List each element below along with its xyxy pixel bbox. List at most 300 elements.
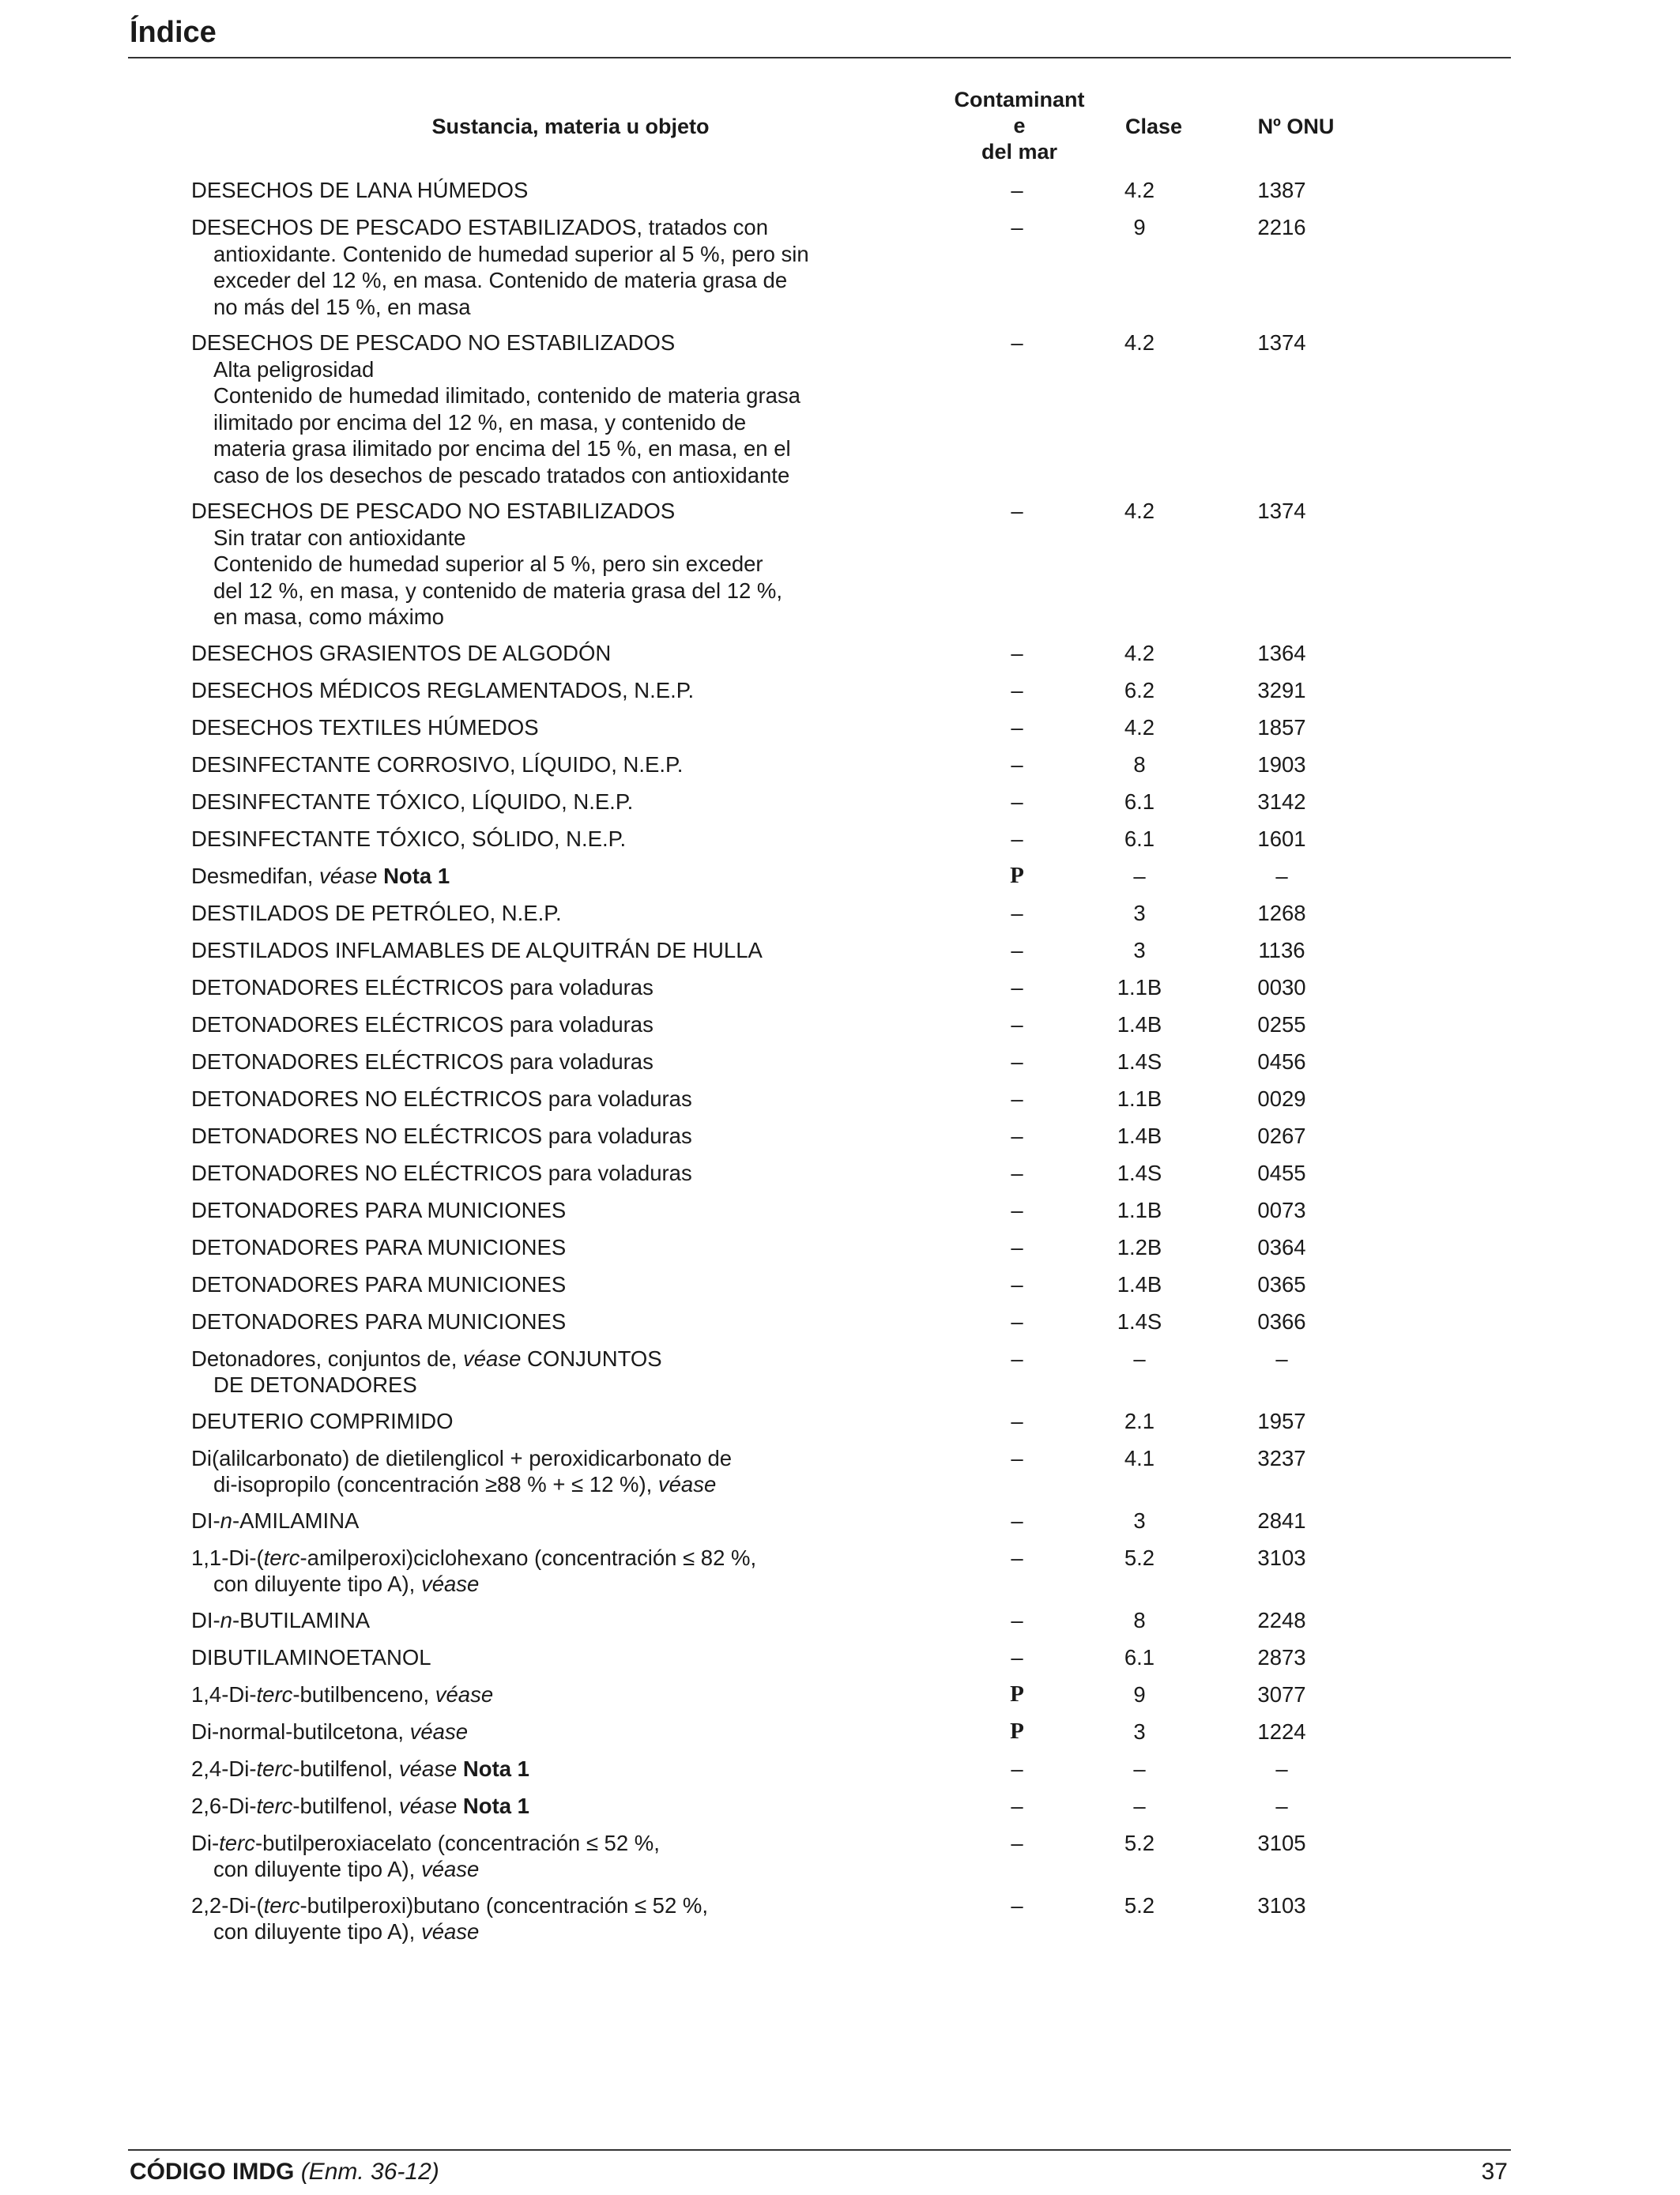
substance-name-continuation [191,409,871,436]
un-number-cell: 0456 [1257,1049,1306,1074]
text-segment: DESECHOS TEXTILES HÚMEDOS [191,714,539,740]
text-segment: DESECHOS DE PESCADO NO ESTABILIZADOS [191,499,676,523]
table-row [191,1086,1377,1123]
text-segment: DETONADORES PARA MUNICIONES [191,1197,567,1222]
un-number-cell: 2841 [1257,1508,1306,1533]
text-segment: DETONADORES ELÉCTRICOS para voladuras [191,974,654,1000]
substance-name-line [191,1160,871,1187]
un-number-cell: 1224 [1257,1719,1306,1744]
marine-pollutant-cell: – [1011,826,1023,851]
text-segment: DESTILADOS INFLAMABLES DE ALQUITRÁN DE HULLA [191,937,763,962]
text-segment: 2,2-Di-( [191,1892,264,1918]
substance-name [191,177,871,204]
marine-pollutant-cell: – [1011,974,1023,1000]
page-title: Índice [130,16,217,49]
substance-name [191,1086,871,1113]
substance-name-line [191,1346,871,1372]
table-row [191,1123,1377,1160]
substance-name [191,900,871,927]
substance-name [191,498,871,631]
substance-name [191,1234,871,1261]
text-segment: véase [435,1681,494,1707]
class-cell: 1.4S [1117,1160,1162,1185]
class-cell: 6.1 [1124,789,1155,814]
text-segment: -amilperoxi)ciclohexano (concentración ≤ 82 %, [299,1545,757,1570]
table-row [191,1271,1377,1308]
text-segment: véase [398,1756,458,1781]
table-row [191,1793,1377,1830]
text-segment: 2,4-Di- [191,1756,257,1781]
substance-name-line [191,937,871,964]
table-row [191,1197,1377,1234]
text-segment: 2,6-Di- [191,1793,257,1818]
class-cell: 1.4S [1117,1049,1162,1074]
substance-name-continuation [191,551,871,578]
footer-code [130,2159,439,2186]
substance-name-line [191,1408,871,1435]
column-header-marine-pollutant: Contaminant e del mar [954,88,1085,164]
table-row [191,177,1377,214]
marine-pollutant-cell: – [1011,1346,1023,1371]
substance-name [191,1607,871,1634]
substance-name-line [191,1545,871,1572]
text-segment: Alta peligrosidad [213,356,375,382]
table-row [191,640,1377,677]
text-segment: DIBUTILAMINOETANOL [191,1644,431,1670]
text-segment: Nota 1 [462,1793,529,1818]
marine-pollutant-cell: – [1011,499,1023,523]
text-segment: DETONADORES NO ELÉCTRICOS para voladuras [191,1160,692,1185]
class-cell: 4.1 [1124,1445,1155,1470]
table-row [191,714,1377,751]
substance-name [191,1408,871,1435]
text-segment: DESECHOS DE PESCADO ESTABILIZADOS, tratados con [191,215,768,239]
table-row [191,1445,1377,1508]
text-segment: DEUTERIO COMPRIMIDO [191,1408,454,1433]
class-cell: 9 [1133,1681,1146,1707]
text-segment: véase [409,1719,469,1744]
substance-name-line [191,1644,871,1671]
text-segment: materia grasa ilimitado por encima del 15 %, en masa, en el [213,436,791,461]
text-segment: -butilfenol, [292,1793,399,1818]
marine-pollutant-cell: – [1011,1607,1023,1632]
class-cell: 2.1 [1124,1408,1155,1433]
substance-name-continuation [191,241,871,268]
substance-name-continuation [191,462,871,489]
text-segment: terc [256,1681,293,1707]
table-row [191,863,1377,900]
class-cell: 1.4S [1117,1308,1162,1334]
substance-name [191,937,871,964]
substance-name-line [191,974,871,1001]
marine-pollutant-cell: – [1011,1234,1023,1259]
un-number-cell: – [1275,1756,1288,1781]
page-number: 37 [1481,2159,1508,2185]
marine-pollutant-cell: – [1011,789,1023,814]
text-segment: Nota 1 [383,863,450,888]
un-number-cell: 1374 [1257,330,1306,355]
substance-name-line [191,1830,871,1857]
marine-pollutant-cell: – [1011,1123,1023,1148]
class-cell: – [1133,863,1146,888]
class-cell: 1.4B [1117,1011,1162,1037]
substance-name-continuation [191,267,871,294]
table-row [191,1892,1377,1955]
substance-name-continuation [191,604,871,631]
substance-name [191,1271,871,1298]
text-segment: DETONADORES PARA MUNICIONES [191,1308,567,1334]
text-segment: -butilfenol, [292,1756,399,1781]
un-number-cell: 3105 [1257,1830,1306,1855]
text-segment [457,1794,463,1818]
substance-name-line [191,1086,871,1113]
marine-pollutant-cell: – [1011,1308,1023,1334]
class-cell: 5.2 [1124,1830,1155,1855]
table-row [191,1830,1377,1892]
substance-name [191,789,871,815]
table-row [191,1160,1377,1197]
substance-name-continuation [191,525,871,552]
un-number-cell: 1857 [1257,714,1306,740]
marine-pollutant-cell: – [1011,1408,1023,1433]
text-segment: -butilbenceno, [292,1681,435,1707]
un-number-cell: 0365 [1257,1271,1306,1297]
marine-pollutant-cell: – [1011,1644,1023,1670]
un-number-cell: 1387 [1257,178,1306,202]
substance-name [191,1445,871,1498]
marine-pollutant-cell: P [1010,1718,1024,1744]
substance-name-line [191,177,871,204]
substance-name-line [191,1681,871,1708]
text-segment: terc [219,1830,255,1855]
class-cell: 1.1B [1117,1086,1162,1111]
marine-pollutant-cell: – [1011,640,1023,665]
class-cell: 1.2B [1117,1234,1162,1259]
table-row [191,1681,1377,1719]
un-number-cell: 0030 [1257,974,1306,1000]
table-row [191,974,1377,1011]
marine-pollutant-cell: P [1010,862,1024,888]
un-number-cell: 1957 [1257,1408,1306,1433]
text-segment: véase [462,1346,522,1371]
marine-pollutant-cell: – [1011,1830,1023,1855]
un-number-cell: 1374 [1257,499,1306,523]
page-header [128,14,1511,58]
un-number-cell: 3142 [1257,789,1306,814]
substance-name-line [191,1197,871,1224]
un-number-cell: 3077 [1257,1681,1306,1707]
substance-name-continuation [191,1918,871,1945]
text-segment: Detonadores, conjuntos de, [191,1346,463,1371]
marine-pollutant-cell: – [1011,1049,1023,1074]
text-segment: DESINFECTANTE CORROSIVO, LÍQUIDO, N.E.P. [191,751,684,777]
class-cell: 3 [1133,900,1146,925]
text-segment: DETONADORES PARA MUNICIONES [191,1234,567,1259]
table-row [191,1011,1377,1049]
un-number-cell: 3237 [1257,1445,1306,1470]
substance-name-line [191,1793,871,1820]
table-row [191,751,1377,789]
text-segment: DESECHOS MÉDICOS REGLAMENTADOS, N.E.P. [191,677,695,702]
text-segment: DESINFECTANTE TÓXICO, LÍQUIDO, N.E.P. [191,789,634,814]
marine-pollutant-cell: – [1011,677,1023,702]
footer-amendment: (Enm. 36-12) [300,2159,439,2185]
un-number-cell: 1268 [1257,900,1306,925]
table-row [191,1346,1377,1408]
un-number-cell: 1364 [1257,640,1306,665]
table-row [191,1607,1377,1644]
substance-name-continuation [191,1856,871,1883]
substance-name-line [191,677,871,704]
class-cell: – [1133,1793,1146,1818]
table-row [191,789,1377,826]
table-row [191,1308,1377,1346]
text-segment: CONJUNTOS [521,1346,662,1371]
text-segment: DESECHOS DE LANA HÚMEDOS [191,178,529,202]
text-segment: antioxidante. Contenido de humedad superior al 5 %, pero sin [213,241,809,266]
marine-pollutant-cell: – [1011,330,1023,355]
substance-name [191,329,871,488]
substance-name [191,1011,871,1038]
text-segment: DESINFECTANTE TÓXICO, SÓLIDO, N.E.P. [191,826,627,851]
substance-name [191,1160,871,1187]
table-row [191,329,1377,498]
table-row [191,1049,1377,1086]
class-cell: 1.1B [1117,974,1162,1000]
table-row [191,937,1377,974]
un-number-cell: 3103 [1257,1892,1306,1918]
un-number-cell: 2216 [1257,215,1306,239]
un-number-cell: 3291 [1257,677,1306,702]
substance-name-line [191,789,871,815]
table-row [191,900,1377,937]
substance-name-line [191,1607,871,1634]
marine-pollutant-cell: – [1011,215,1023,239]
un-number-cell: – [1275,863,1288,888]
text-segment: DI- [191,1607,220,1632]
class-cell: 3 [1133,1508,1146,1533]
marine-pollutant-cell: – [1011,1508,1023,1533]
substance-name-line [191,1445,871,1472]
text-segment: con diluyente tipo A), [213,1857,421,1881]
table-row [191,1644,1377,1681]
marine-pollutant-cell: – [1011,178,1023,202]
text-segment: terc [256,1793,293,1818]
footer-code-title: CÓDIGO IMDG [130,2159,295,2185]
substance-name [191,1545,871,1598]
substance-name [191,826,871,853]
substance-name [191,1308,871,1335]
text-segment: véase [398,1793,458,1818]
text-segment: caso de los desechos de pescado tratados con antioxidante [213,462,790,488]
text-segment [457,1756,463,1781]
text-segment: véase [319,863,378,888]
substance-name-line [191,640,871,667]
substance-name-line [191,1719,871,1745]
table-row [191,1756,1377,1793]
text-segment: DETONADORES ELÉCTRICOS para voladuras [191,1011,654,1037]
text-segment: en masa, como máximo [213,604,444,629]
marine-pollutant-cell: – [1011,1545,1023,1570]
substance-name [191,751,871,778]
table-row [191,826,1377,863]
marine-pollutant-cell: – [1011,1160,1023,1185]
class-cell: 4.2 [1124,178,1155,202]
substance-name-line [191,1892,871,1919]
substance-name [191,1681,871,1708]
un-number-cell: 1601 [1257,826,1306,851]
text-segment: -butilperoxiacelato (concentración ≤ 52 %, [254,1830,660,1855]
substance-name [191,1346,871,1399]
substance-name-line [191,1756,871,1783]
text-segment: véase [420,1857,480,1881]
class-cell: 6.1 [1124,1644,1155,1670]
class-cell: 4.2 [1124,499,1155,523]
class-cell: 8 [1133,751,1146,777]
text-segment: Contenido de humedad superior al 5 %, pero sin exceder [213,552,763,576]
un-number-cell: 2248 [1257,1607,1306,1632]
substance-name-continuation [191,435,871,462]
class-cell: 3 [1133,937,1146,962]
class-cell: 5.2 [1124,1892,1155,1918]
un-number-cell: 0255 [1257,1011,1306,1037]
marine-pollutant-cell: P [1010,1681,1024,1707]
text-segment: no más del 15 %, en masa [213,294,471,319]
class-cell: 4.2 [1124,714,1155,740]
substance-name-continuation [191,1372,871,1399]
text-segment: con diluyente tipo A), [213,1572,421,1596]
text-segment: Di- [191,1830,220,1855]
class-cell: 6.2 [1124,677,1155,702]
marine-pollutant-cell: – [1011,1086,1023,1111]
table-row [191,214,1377,329]
class-cell: 1.4B [1117,1123,1162,1148]
substance-name-continuation [191,1471,871,1498]
text-segment: Nota 1 [462,1756,529,1781]
substance-name [191,1049,871,1075]
un-number-cell: 0267 [1257,1123,1306,1148]
marine-pollutant-cell: – [1011,751,1023,777]
un-number-cell: 0366 [1257,1308,1306,1334]
substance-name [191,677,871,704]
marine-pollutant-cell: – [1011,1271,1023,1297]
table-row [191,1719,1377,1756]
text-segment: terc [263,1545,300,1570]
substance-name [191,640,871,667]
class-cell: 4.2 [1124,330,1155,355]
substance-name [191,863,871,890]
substance-name-continuation [191,356,871,383]
substance-name-line [191,714,871,741]
text-segment: DESTILADOS DE PETRÓLEO, N.E.P. [191,900,562,925]
table-row [191,1234,1377,1271]
text-segment: terc [256,1756,293,1781]
text-segment: DETONADORES PARA MUNICIONES [191,1271,567,1297]
text-segment: DE DETONADORES [213,1372,417,1397]
marine-pollutant-cell: – [1011,1011,1023,1037]
substance-name-line [191,900,871,927]
substance-name [191,1892,871,1945]
substance-name [191,214,871,320]
marine-pollutant-cell: – [1011,1756,1023,1781]
un-number-cell: 2873 [1257,1644,1306,1670]
text-segment: véase [657,1472,717,1497]
substance-name [191,1197,871,1224]
marine-pollutant-cell: – [1011,900,1023,925]
un-number-cell: 3103 [1257,1545,1306,1570]
marine-pollutant-cell: – [1011,714,1023,740]
text-segment [377,864,383,888]
substance-name [191,1756,871,1783]
un-number-cell: 0073 [1257,1197,1306,1222]
text-segment: DESECHOS DE PESCADO NO ESTABILIZADOS [191,330,676,355]
class-cell: 8 [1133,1607,1146,1632]
class-cell: 1.4B [1117,1271,1162,1297]
column-header-substance: Sustancia, materia u objeto [431,115,710,138]
substance-name [191,1123,871,1150]
substance-name-line [191,1123,871,1150]
substance-name-continuation [191,1571,871,1598]
text-segment: 1,1-Di-( [191,1545,264,1570]
substance-name [191,1644,871,1671]
marine-pollutant-cell: – [1011,1197,1023,1222]
text-segment: DESECHOS GRASIENTOS DE ALGODÓN [191,640,612,665]
text-segment: DETONADORES ELÉCTRICOS para voladuras [191,1049,654,1074]
marine-pollutant-cell: – [1011,1445,1023,1470]
substance-name-line [191,863,871,890]
page-footer [128,2149,1511,2195]
text-segment: 1,4-Di- [191,1681,257,1707]
text-segment: Di-normal-butilcetona, [191,1719,410,1744]
substance-name-line [191,1234,871,1261]
substance-name [191,1793,871,1820]
class-cell: 3 [1133,1719,1146,1744]
substance-name [191,1508,871,1534]
table-row [191,677,1377,714]
column-header-un-number: Nº ONU [1257,115,1335,138]
substance-name-line [191,1308,871,1335]
text-segment: terc [263,1892,300,1918]
substance-name-line [191,329,871,356]
text-segment: Sin tratar con antioxidante [213,525,466,550]
text-segment: n [220,1508,232,1533]
substance-name-line [191,1049,871,1075]
substance-name-line [191,1011,871,1038]
substance-name-continuation [191,578,871,604]
text-segment: -AMILAMINA [232,1508,360,1533]
column-header-class: Clase [1124,115,1183,138]
text-segment: del 12 %, en masa, y contenido de materia grasa del 12 %, [213,578,783,603]
text-segment: Di(alilcarbonato) de dietilenglicol + peroxidicarbonato de [191,1445,733,1470]
substance-name-line [191,1508,871,1534]
substance-name [191,974,871,1001]
class-cell: 1.1B [1117,1197,1162,1222]
substance-name-line [191,751,871,778]
class-cell: 5.2 [1124,1545,1155,1570]
text-segment: n [220,1607,232,1632]
un-number-cell: 0455 [1257,1160,1306,1185]
text-segment: con diluyente tipo A), [213,1919,421,1944]
text-segment: exceder del 12 %, en masa. Contenido de materia grasa de [213,268,788,292]
index-table [191,177,1377,1955]
table-row [191,1545,1377,1607]
text-segment: véase [420,1919,480,1944]
substance-name-line [191,214,871,241]
marine-pollutant-cell: – [1011,1793,1023,1818]
class-cell: 4.2 [1124,640,1155,665]
substance-name-line [191,498,871,525]
marine-pollutant-cell: – [1011,1892,1023,1918]
